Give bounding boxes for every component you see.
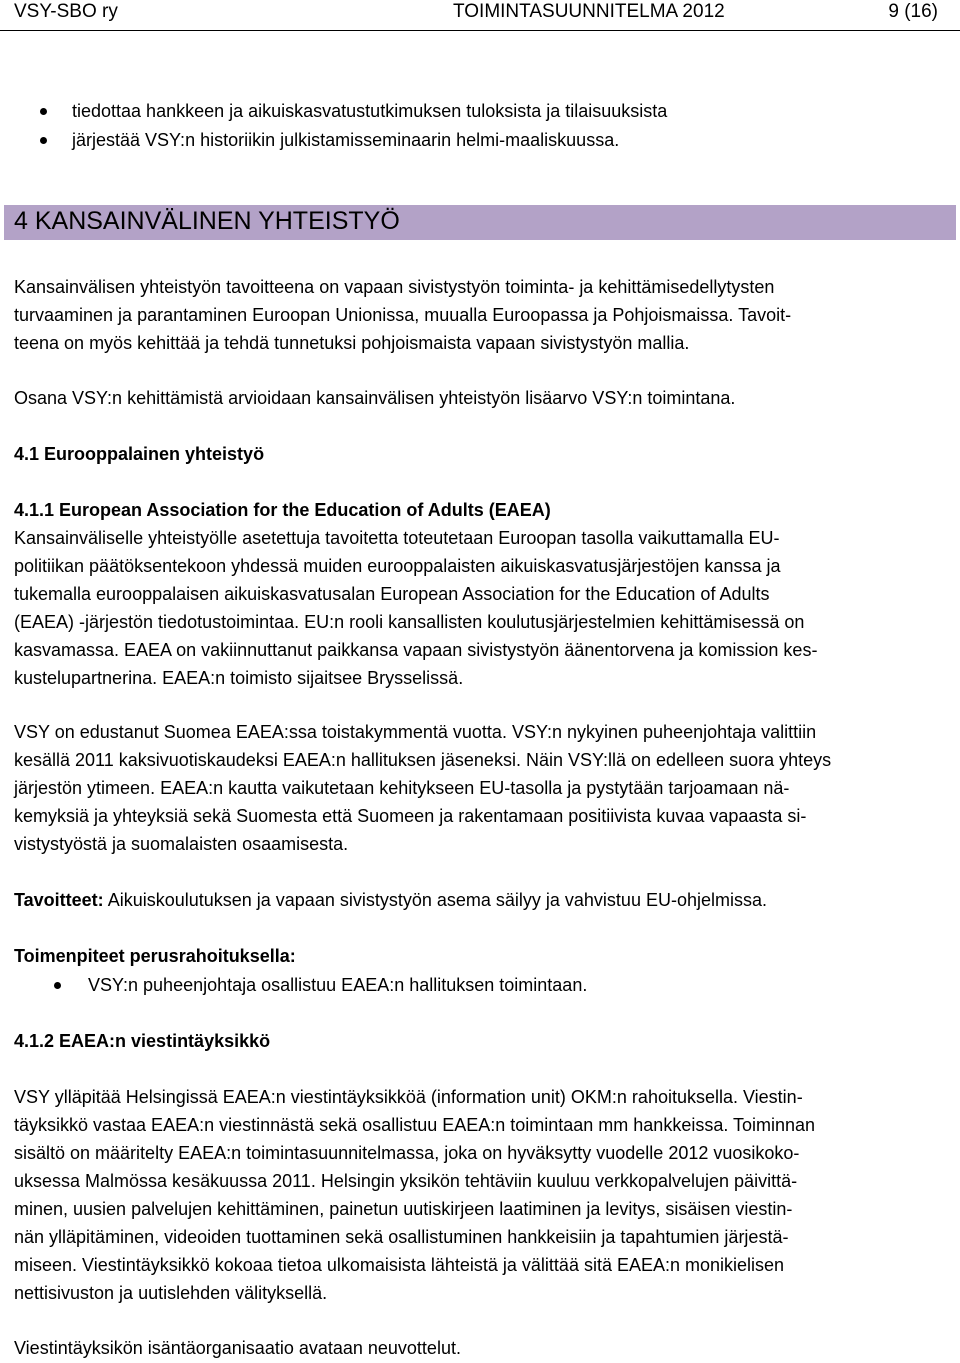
text-line: tukemalla eurooppalaisen aikuiskasvatusalan European Association for the Education of Adults: [14, 584, 770, 604]
paragraph-vsy-representation: [14, 718, 946, 858]
paragraph-eaea-goals: [14, 524, 946, 692]
text-line: Toimenpiteet perusrahoituksella:: [14, 946, 296, 966]
text-line: 4.1.2 EAEA:n viestintäyksikkö: [14, 1031, 271, 1051]
text-line: kemyksiä ja yhteyksiä sekä Suomesta että Suomeen ja rakentamaan positiivista kuvaa vapaasta si-: [14, 806, 807, 826]
text-line: täyksikkö vastaa EAEA:n viestinnästä sekä osallistuu EAEA:n toimintaan mm hankkeissa. Toiminnan: [14, 1115, 816, 1135]
text-line: kesällä 2011 kaksivuotiskaudeksi EAEA:n hallituksen jäseneksi. Näin VSY:llä on edelleen suora yhteys: [14, 750, 832, 770]
section-heading-bar: [4, 205, 956, 240]
text-line: vistystyöstä ja suomalaisten osaamisesta.: [14, 834, 349, 854]
text-line: Kansainväliselle yhteistyölle asetettuja tavoitetta toteutetaan Euroopan tasolla vaikuttamalla EU-: [14, 528, 780, 548]
text-line: VSY ylläpitää Helsingissä EAEA:n viestintäyksikköä (information unit) OKM:n rahoituksella. Viestin-: [14, 1087, 803, 1107]
text-line: nettisivuston ja uutislehden välityksellä.: [14, 1283, 328, 1303]
paragraph-host-organization: [14, 1334, 946, 1362]
text-line: miseen. Viestintäyksikkö kokoaa tietoa ulkomaisista lähteistä ja välittää sitä EAEA:n monikielisen: [14, 1255, 785, 1275]
text-line: minen, uusien palvelujen kehittäminen, painetun uutiskirjeen laatiminen ja levitys, sisäisen viestin-: [14, 1199, 793, 1219]
header-document-title: TOIMINTASUUNNITELMA 2012: [453, 1, 725, 22]
text-line: nän ylläpitäminen, videoiden tuottaminen sekä osallistuminen hankkeisiin ja tapahtumien järjestä-: [14, 1227, 789, 1247]
text-line: Kansainvälisen yhteistyön tavoitteena on vapaan sivistystyön toiminta- ja kehittämisedellytysten: [14, 277, 775, 297]
paragraph-objectives: [14, 886, 946, 914]
text-line: teena on myös kehittää ja tehdä tunnetuksi pohjoismaista vapaan sivistystyön mallia.: [14, 333, 690, 353]
text-line: järjestön ytimeen. EAEA:n kautta vaikutetaan kehitykseen EU-tasolla ja pystytään tarjoamaan nä-: [14, 778, 790, 798]
text-line: Viestintäyksikön isäntäorganisaatio avataan neuvottelut.: [14, 1338, 461, 1358]
text-line: 4.1.1 European Association for the Education of Adults (EAEA): [14, 500, 551, 520]
subsection-title-4-1: [14, 440, 946, 468]
subsection-title-4-1-2: [14, 1027, 946, 1055]
intro-bullet-list: [0, 97, 960, 155]
text-line: kustelupartnerina. EAEA:n toimisto sijaitsee Brysselissä.: [14, 668, 464, 688]
text-line: kasvamassa. EAEA on vakiinnuttanut paikkansa vapaan sivistystyön äänentorvena ja komission kes-: [14, 640, 818, 660]
text-line: sisältö on määritelty EAEA:n toimintasuunnitelmassa, joka on hyväksytty vuodelle 2012 vuosikoko-: [14, 1143, 800, 1163]
paragraph-evaluation: [14, 384, 946, 412]
actions-bullet-list: [0, 971, 960, 999]
header-page-number: 9 (16): [888, 1, 938, 22]
text-line: (EAEA) -järjestön tiedotustoimintaa. EU:n rooli kansallisten koulutusjärjestelmien kehittämisessä on: [14, 612, 805, 632]
text-line: turvaaminen ja parantaminen Euroopan Unionissa, muualla Euroopassa ja Pohjoismaissa. Tavoit-: [14, 305, 792, 325]
list-item: VSY:n puheenjohtaja osallistuu EAEA:n hallituksen toimintaan.: [0, 971, 960, 999]
paragraph-communication-unit: [14, 1083, 946, 1307]
list-item: tiedottaa hankkeen ja aikuiskasvatustutkimuksen tuloksista ja tilaisuuksista: [0, 97, 960, 126]
objectives-text: Aikuiskoulutuksen ja vapaan sivistystyön asema säilyy ja vahvistuu EU-ohjelmissa.: [103, 890, 767, 910]
paragraph-goals-intro: [14, 273, 946, 357]
list-item: järjestää VSY:n historiikin julkistamisseminaarin helmi-maaliskuussa.: [0, 126, 960, 155]
text-line: Osana VSY:n kehittämistä arvioidaan kansainvälisen yhteistyön lisäarvo VSY:n toimintana.: [14, 388, 736, 408]
text-line: uksessa Malmössa kesäkuussa 2011. Helsingin yksikön tehtäviin kuuluu verkkopalvelujen päivittä-: [14, 1171, 798, 1191]
actions-title: [14, 942, 946, 970]
objectives-label: Tavoitteet:: [14, 890, 104, 910]
text-line: [14, 886, 946, 914]
text-line: 4.1 Eurooppalainen yhteistyö: [14, 444, 265, 464]
page-header: [0, 0, 960, 31]
header-organization: VSY-SBO ry: [14, 1, 118, 22]
text-line: politiikan päätöksentekoon yhdessä muiden eurooppalaisten aikuiskasvatusjärjestöjen kanssa ja: [14, 556, 781, 576]
section-title: 4 KANSAINVÄLINEN YHTEISTYÖ: [14, 207, 400, 235]
subsection-title-4-1-1: [14, 496, 946, 524]
text-line: VSY on edustanut Suomea EAEA:ssa toistakymmentä vuotta. VSY:n nykyinen puheenjohtaja valittiin: [14, 722, 817, 742]
